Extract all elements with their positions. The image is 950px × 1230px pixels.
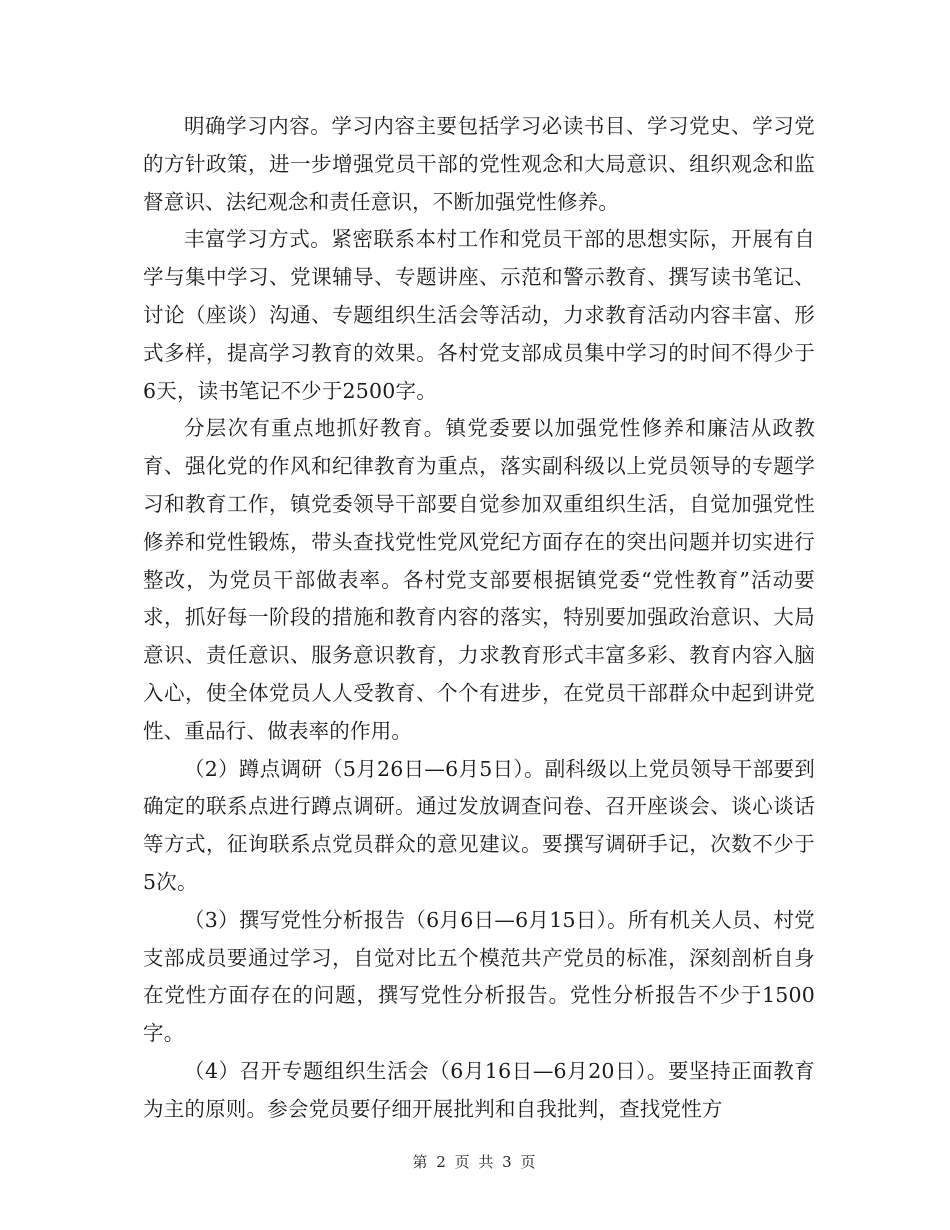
- page-number-footer: 第 2 页 共 3 页: [412, 1153, 538, 1171]
- paragraph-layered-education: 分层次有重点地抓好教育。镇党委要以加强党性修养和廉洁从政教育、强化党的作风和纪律教育为重点，落实副科级以上党员领导的专题学习和教育工作，镇党委领导干部要自觉参加双重组织生活，自觉加强党性修养和党性锻炼，带头查找党性党风党纪方面存在的突出问题并切实进行整改，为党员干部做表率。各村党支部要根据镇党委“党性教育”活动要求，抓好每一阶段的措施和教育内容的落实，特别要加强政治意识、大局意识、责任意识、服务意识教育，力求教育形式丰富多彩、教育内容入脑入心，使全体党员人人受教育、个个有进步，在党员干部群众中起到讲党性、重品行、做表率的作用。: [143, 416, 815, 743]
- paragraph-analysis-report: （3）撰写党性分析报告（6月6日—6月15日）。所有机关人员、村党支部成员要通过学习，自觉对比五个模范共产党员的标准，深刻剖析自身在党性方面存在的问题，撰写党性分析报告。党性分析报告不少于1500字。: [143, 907, 815, 1046]
- paragraph-study-content: 明确学习内容。学习内容主要包括学习必读书目、学习党史、学习党的方针政策，进一步增强党员干部的党性观念和大局意识、组织观念和监督意识、法纪观念和责任意识，不断加强党性修养。: [143, 114, 815, 214]
- paragraph-field-research: （2）蹲点调研（5月26日—6月5日）。副科级以上党员领导干部要到确定的联系点进行蹲点调研。通过发放调查问卷、召开座谈会、谈心谈话等方式，征询联系点党员群众的意见建议。要撰写调研手记，次数不少于5次。: [143, 756, 815, 894]
- document-body: [143, 108, 815, 1129]
- paragraph-study-methods: 丰富学习方式。紧密联系本村工作和党员干部的思想实际，开展有自学与集中学习、党课辅导、专题讲座、示范和警示教育、撰写读书笔记、讨论（座谈）沟通、专题组织生活会等活动，力求教育活动内容丰富、形式多样，提高学习教育的效果。各村党支部成员集中学习的时间不得少于6天，读书笔记不少于2500字。: [143, 227, 815, 403]
- paragraph-organization-meeting: （4）召开专题组织生活会（6月16日—6月20日）。要坚持正面教育为主的原则。参会党员要仔细开展批判和自我批判，查找党性方: [143, 1058, 815, 1121]
